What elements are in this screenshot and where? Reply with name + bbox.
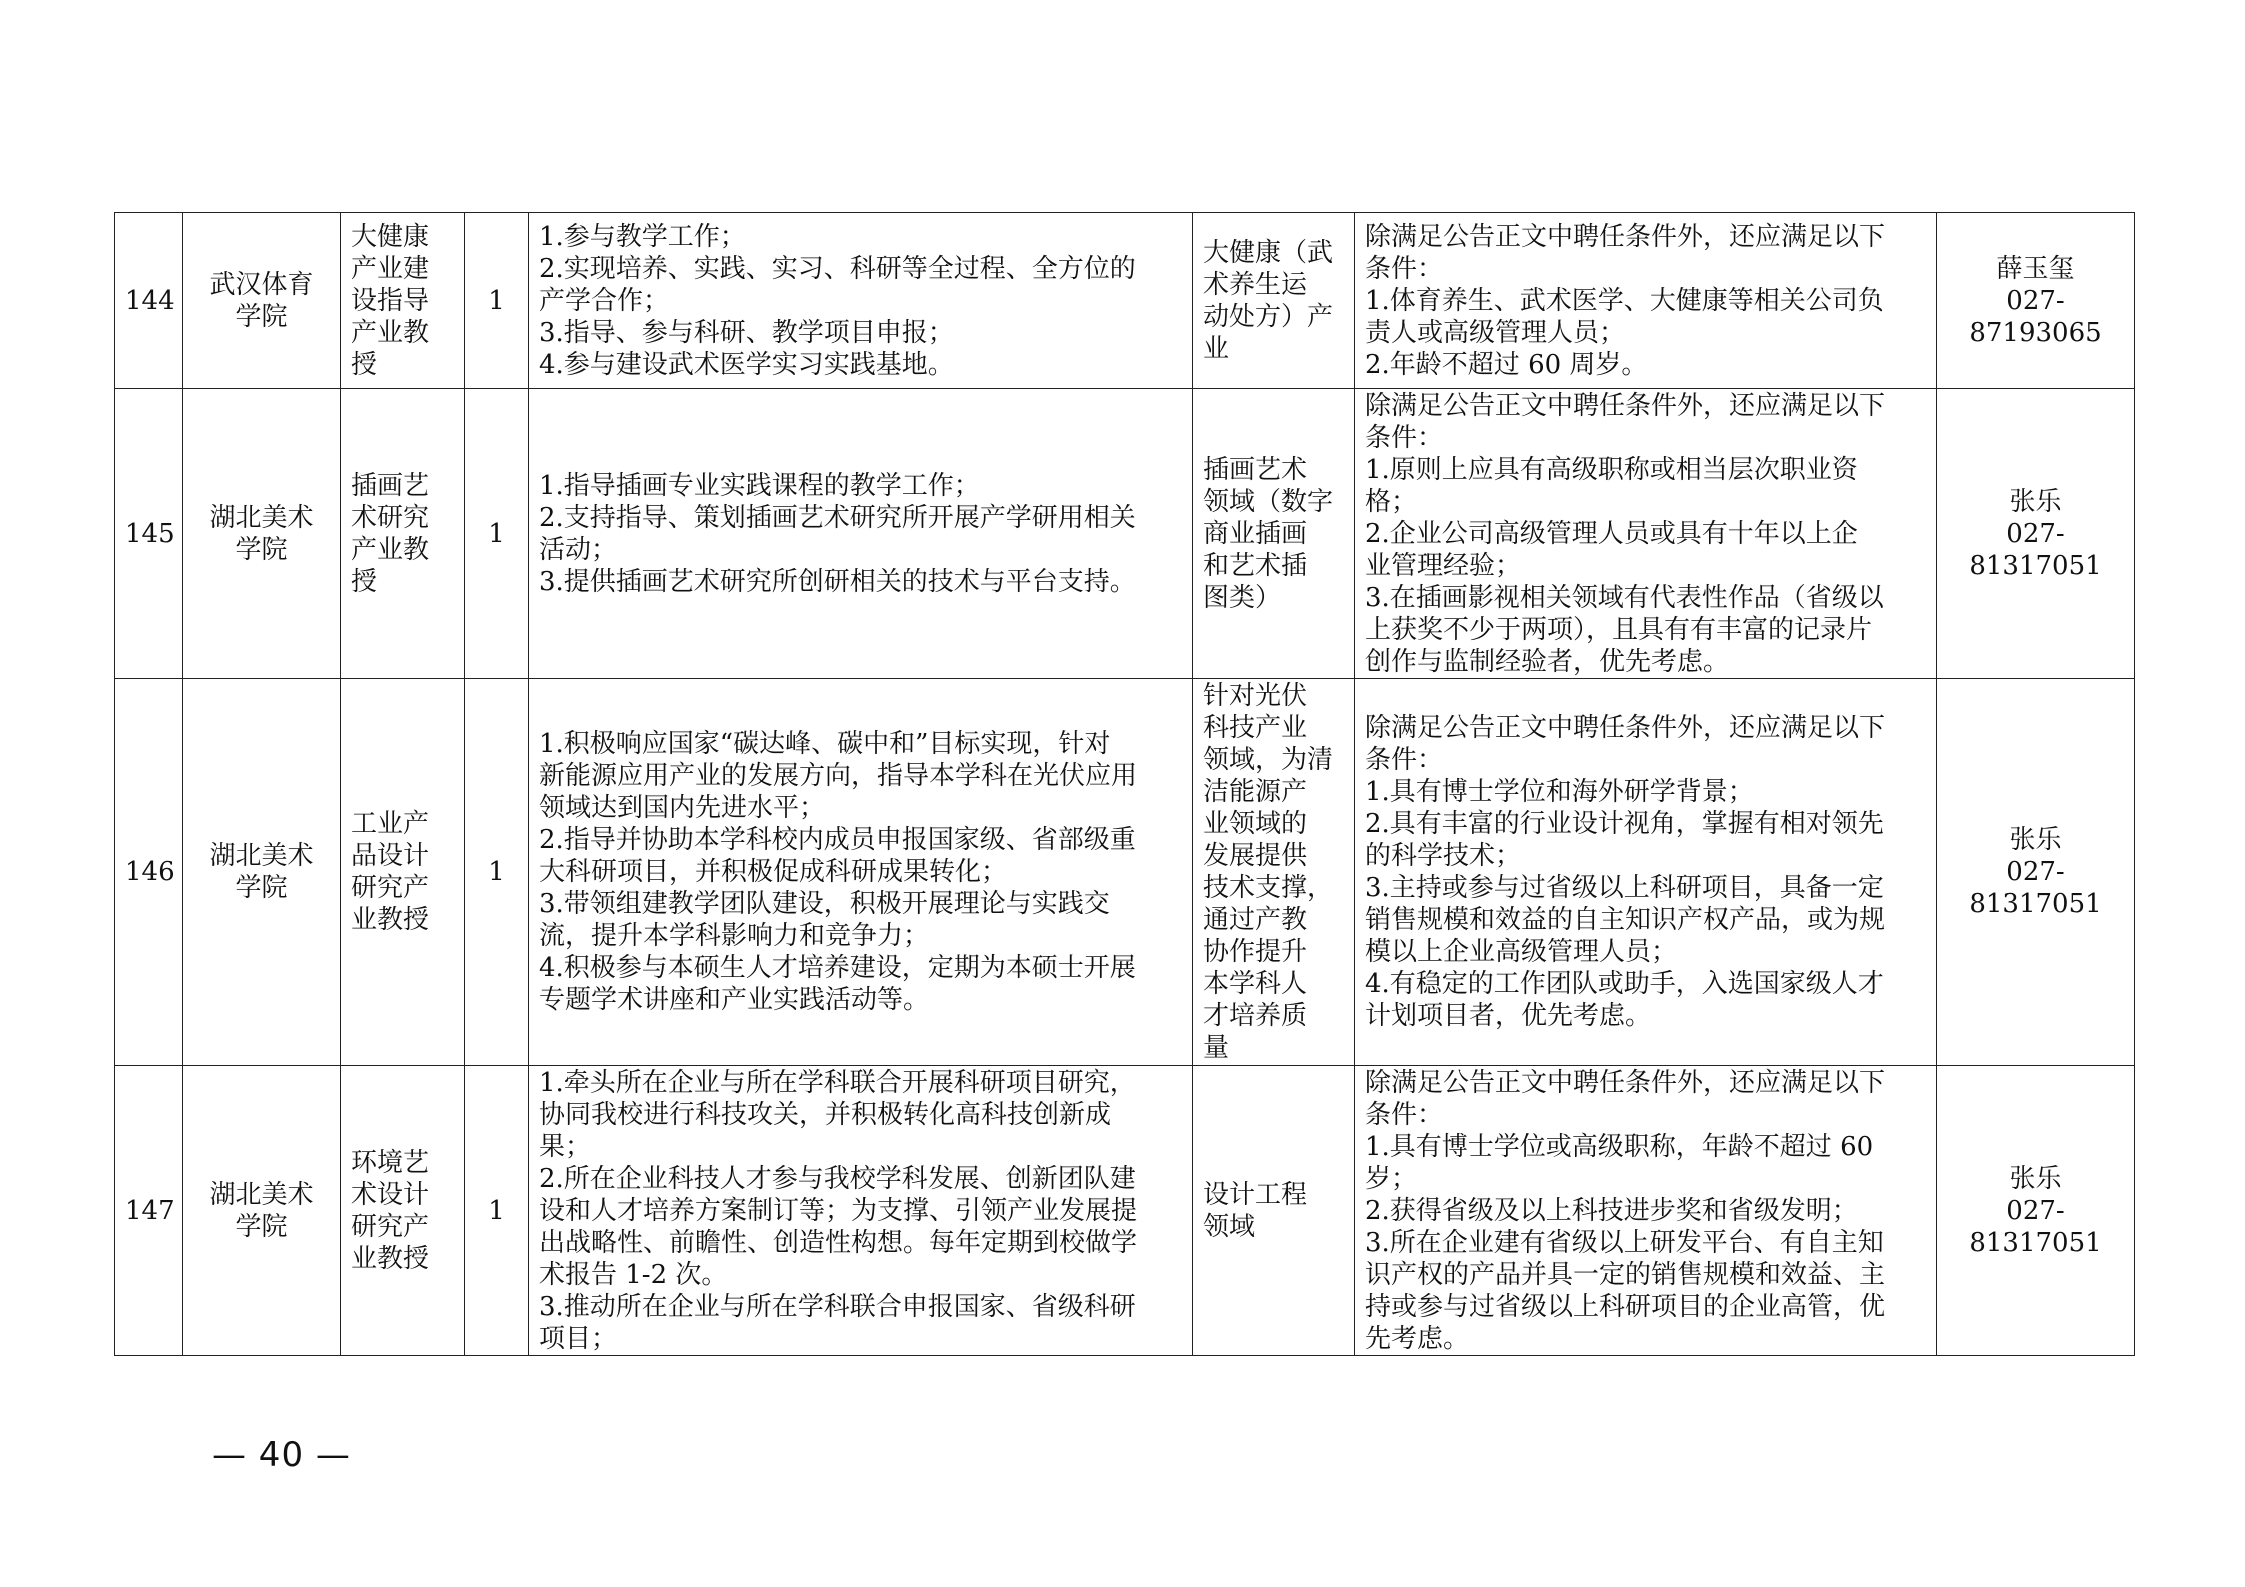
requirements-line: 3.在插画影视相关领域有代表性作品（省级以 bbox=[1365, 582, 1884, 613]
position-cell bbox=[341, 389, 465, 679]
requirements-line: 条件： bbox=[1365, 745, 1444, 775]
duties-line: 新能源应用产业的发展方向，指导本学科在光伏应用 bbox=[539, 761, 1138, 791]
duties-line: 2.所在企业科技人才参与我校学科发展、创新团队建 bbox=[539, 1163, 1136, 1194]
requirements-line: 持或参与过省级以上科研项目的企业高管，优 bbox=[1365, 1291, 1886, 1322]
field-line: 技术支撑， bbox=[1203, 873, 1334, 903]
requirements-line: 除满足公告正文中聘任条件外，还应满足以下 bbox=[1365, 1067, 1886, 1098]
institution-line: 湖北美术 bbox=[209, 502, 314, 533]
institution-line: 湖北美术 bbox=[209, 841, 314, 871]
requirements-line: 责人或高级管理人员； bbox=[1365, 317, 1626, 348]
table-row bbox=[115, 1066, 2135, 1356]
requirements-line: 3.所在企业建有省级以上研发平台、有自主知 bbox=[1365, 1227, 1884, 1258]
requirements-line: 销售规模和效益的自主知识产权产品，或为规 bbox=[1365, 905, 1886, 935]
position-line: 工业产 bbox=[351, 809, 430, 839]
contact-line: 027-81317051 bbox=[1969, 518, 2102, 581]
institution-line: 学院 bbox=[235, 1211, 288, 1242]
count-line: 1 bbox=[488, 518, 505, 549]
requirements-line: 的科学技术； bbox=[1365, 841, 1522, 871]
position-cell bbox=[341, 1066, 465, 1356]
field-line: 业 bbox=[1203, 333, 1230, 364]
field-line: 针对光伏 bbox=[1203, 681, 1308, 711]
contact-line: 张乐 bbox=[2009, 486, 2062, 517]
table-row bbox=[115, 679, 2135, 1066]
no-line: 146 bbox=[125, 857, 175, 887]
field-line: 领域 bbox=[1203, 1211, 1256, 1242]
duties-line: 3.推动所在企业与所在学科联合申报国家、省级科研 bbox=[539, 1291, 1136, 1322]
position-cell bbox=[341, 213, 465, 389]
row-number bbox=[115, 1066, 183, 1356]
requirements-line: 2.具有丰富的行业设计视角，掌握有相对领先 bbox=[1365, 809, 1884, 839]
field-line: 协作提升 bbox=[1203, 937, 1308, 967]
count-line: 1 bbox=[488, 857, 505, 887]
position-line: 业教授 bbox=[351, 1243, 430, 1274]
field-line: 图类） bbox=[1203, 582, 1282, 613]
contact-line: 027-81317051 bbox=[1969, 857, 2102, 919]
count-cell bbox=[465, 213, 529, 389]
requirements-cell bbox=[1355, 389, 1937, 679]
row-number bbox=[115, 389, 183, 679]
contact-cell bbox=[1937, 679, 2135, 1066]
count-line: 1 bbox=[488, 285, 505, 316]
requirements-line: 条件： bbox=[1365, 1099, 1444, 1130]
duties-line: 专题学术讲座和产业实践活动等。 bbox=[539, 985, 930, 1015]
position-line: 品设计 bbox=[351, 841, 430, 871]
field-line: 设计工程 bbox=[1203, 1179, 1308, 1210]
field-line: 大健康（武 bbox=[1203, 237, 1334, 268]
requirements-line: 2.获得省级及以上科技进步奖和省级发明； bbox=[1365, 1195, 1858, 1226]
position-line: 插画艺 bbox=[351, 470, 430, 501]
field-line: 发展提供 bbox=[1203, 841, 1308, 871]
duties-line: 1.指导插画专业实践课程的教学工作； bbox=[539, 470, 980, 501]
duties-line: 4.参与建设武术医学实习实践基地。 bbox=[539, 349, 954, 380]
field-line: 领域（数字 bbox=[1203, 486, 1334, 517]
requirements-line: 除满足公告正文中聘任条件外，还应满足以下 bbox=[1365, 713, 1886, 743]
requirements-line: 除满足公告正文中聘任条件外，还应满足以下 bbox=[1365, 390, 1886, 421]
requirements-cell bbox=[1355, 213, 1937, 389]
position-line: 大健康 bbox=[351, 221, 430, 252]
requirements-line: 2.年龄不超过 60 周岁。 bbox=[1365, 349, 1648, 380]
contact-cell bbox=[1937, 389, 2135, 679]
position-line: 产业建 bbox=[351, 253, 430, 284]
field-line: 动处方）产 bbox=[1203, 301, 1334, 332]
position-line: 术研究 bbox=[351, 502, 430, 533]
duties-line: 出战略性、前瞻性、创造性构想。每年定期到校做学 bbox=[539, 1227, 1138, 1258]
field-line: 通过产教 bbox=[1203, 905, 1308, 935]
duties-line: 果； bbox=[539, 1131, 592, 1162]
position-line: 业教授 bbox=[351, 905, 430, 935]
contact-line: 张乐 bbox=[2009, 1163, 2062, 1194]
institution-line: 武汉体育 bbox=[209, 269, 314, 300]
duties-line: 2.实现培养、实践、实习、科研等全过程、全方位的 bbox=[539, 253, 1136, 284]
field-cell bbox=[1193, 1066, 1355, 1356]
duties-line: 项目； bbox=[539, 1323, 618, 1354]
institution-line: 学院 bbox=[235, 534, 288, 565]
count-line: 1 bbox=[488, 1195, 505, 1226]
institution-cell bbox=[183, 389, 341, 679]
field-line: 术养生运 bbox=[1203, 269, 1308, 300]
contact-line: 027-81317051 bbox=[1969, 1195, 2102, 1258]
contact-cell bbox=[1937, 1066, 2135, 1356]
institution-line: 学院 bbox=[235, 301, 288, 332]
requirements-cell bbox=[1355, 679, 1937, 1066]
position-line: 产业教 bbox=[351, 317, 430, 348]
field-line: 洁能源产 bbox=[1203, 777, 1308, 807]
field-line: 科技产业 bbox=[1203, 713, 1308, 743]
duties-line: 3.提供插画艺术研究所创研相关的技术与平台支持。 bbox=[539, 566, 1136, 597]
no-line: 144 bbox=[125, 285, 175, 316]
duties-line: 2.指导并协助本学科校内成员申报国家级、省部级重 bbox=[539, 825, 1136, 855]
row-number bbox=[115, 213, 183, 389]
duties-line: 1.牵头所在企业与所在学科联合开展科研项目研究， bbox=[539, 1067, 1136, 1098]
table-row bbox=[115, 389, 2135, 679]
requirements-line: 1.体育养生、武术医学、大健康等相关公司负 bbox=[1365, 285, 1884, 316]
field-line: 才培养质 bbox=[1203, 1001, 1308, 1031]
duties-line: 术报告 1-2 次。 bbox=[539, 1259, 728, 1290]
requirements-line: 格； bbox=[1365, 486, 1418, 517]
count-cell bbox=[465, 389, 529, 679]
duties-cell bbox=[529, 389, 1193, 679]
position-line: 术设计 bbox=[351, 1179, 430, 1210]
no-line: 147 bbox=[125, 1195, 175, 1226]
position-line: 产业教 bbox=[351, 534, 430, 565]
requirements-line: 除满足公告正文中聘任条件外，还应满足以下 bbox=[1365, 221, 1886, 252]
position-cell bbox=[341, 679, 465, 1066]
count-cell bbox=[465, 679, 529, 1066]
duties-line: 协同我校进行科技攻关，并积极转化高科技创新成 bbox=[539, 1099, 1112, 1130]
position-line: 设指导 bbox=[351, 285, 430, 316]
duties-line: 设和人才培养方案制订等；为支撑、引领产业发展提 bbox=[539, 1195, 1138, 1226]
position-line: 授 bbox=[351, 349, 378, 380]
requirements-line: 上获奖不少于两项），且具有有丰富的记录片 bbox=[1365, 614, 1873, 645]
requirements-line: 条件： bbox=[1365, 253, 1444, 284]
duties-cell bbox=[529, 679, 1193, 1066]
field-line: 和艺术插 bbox=[1203, 550, 1308, 581]
institution-line: 湖北美术 bbox=[209, 1179, 314, 1210]
requirements-line: 1.原则上应具有高级职称或相当层次职业资 bbox=[1365, 454, 1858, 485]
duties-line: 1.积极响应国家“碳达峰、碳中和”目标实现，针对 bbox=[539, 729, 1111, 759]
requirements-line: 条件： bbox=[1365, 422, 1444, 453]
institution-cell bbox=[183, 213, 341, 389]
requirements-line: 1.具有博士学位或高级职称，年龄不超过 60 bbox=[1365, 1131, 1874, 1162]
row-number bbox=[115, 679, 183, 1066]
duties-line: 3.带领组建教学团队建设，积极开展理论与实践交 bbox=[539, 889, 1110, 919]
table-body bbox=[115, 213, 2135, 1356]
contact-line: 027-87193065 bbox=[1969, 285, 2102, 348]
duties-line: 1.参与教学工作； bbox=[539, 221, 746, 252]
requirements-line: 4.有稳定的工作团队或助手，入选国家级人才 bbox=[1365, 969, 1884, 999]
requirements-line: 业管理经验； bbox=[1365, 550, 1522, 581]
requirements-line: 计划项目者，优先考虑。 bbox=[1365, 1001, 1652, 1031]
position-line: 研究产 bbox=[351, 1211, 430, 1242]
field-cell bbox=[1193, 679, 1355, 1066]
duties-line: 产学合作； bbox=[539, 285, 670, 316]
requirements-line: 创作与监制经验者，优先考虑。 bbox=[1365, 646, 1730, 677]
requirements-line: 岁； bbox=[1365, 1163, 1418, 1194]
field-line: 本学科人 bbox=[1203, 969, 1308, 999]
requirements-line: 识产权的产品并具一定的销售规模和效益、主 bbox=[1365, 1259, 1886, 1290]
recruitment-table bbox=[114, 212, 2135, 1356]
field-cell bbox=[1193, 389, 1355, 679]
requirements-line: 1.具有博士学位和海外研学背景； bbox=[1365, 777, 1754, 807]
duties-line: 领域达到国内先进水平； bbox=[539, 793, 826, 823]
field-line: 量 bbox=[1203, 1033, 1230, 1063]
requirements-line: 模以上企业高级管理人员； bbox=[1365, 937, 1678, 967]
requirements-line: 先考虑。 bbox=[1365, 1323, 1470, 1354]
institution-cell bbox=[183, 679, 341, 1066]
contact-line: 张乐 bbox=[2009, 825, 2062, 855]
duties-line: 流，提升本学科影响力和竞争力； bbox=[539, 921, 930, 951]
field-line: 商业插画 bbox=[1203, 518, 1308, 549]
requirements-line: 3.主持或参与过省级以上科研项目，具备一定 bbox=[1365, 873, 1884, 903]
requirements-line: 2.企业公司高级管理人员或具有十年以上企 bbox=[1365, 518, 1858, 549]
institution-line: 学院 bbox=[235, 873, 288, 903]
duties-line: 3.指导、参与科研、教学项目申报； bbox=[539, 317, 954, 348]
field-line: 领域，为清 bbox=[1203, 745, 1334, 775]
duties-line: 2.支持指导、策划插画艺术研究所开展产学研用相关 bbox=[539, 502, 1136, 533]
contact-line: 薛玉玺 bbox=[1996, 253, 2075, 284]
field-line: 业领域的 bbox=[1203, 809, 1308, 839]
field-cell bbox=[1193, 213, 1355, 389]
duties-line: 活动； bbox=[539, 534, 618, 565]
position-line: 授 bbox=[351, 566, 378, 597]
position-line: 环境艺 bbox=[351, 1147, 430, 1178]
institution-cell bbox=[183, 1066, 341, 1356]
contact-cell bbox=[1937, 213, 2135, 389]
page-number: — 40 — bbox=[212, 1435, 351, 1475]
duties-line: 大科研项目，并积极促成科研成果转化； bbox=[539, 857, 1008, 887]
duties-line: 4.积极参与本硕生人才培养建设，定期为本硕士开展 bbox=[539, 953, 1136, 983]
field-line: 插画艺术 bbox=[1203, 454, 1308, 485]
no-line: 145 bbox=[125, 518, 175, 549]
count-cell bbox=[465, 1066, 529, 1356]
duties-cell bbox=[529, 213, 1193, 389]
position-line: 研究产 bbox=[351, 873, 430, 903]
table-row bbox=[115, 213, 2135, 389]
duties-cell bbox=[529, 1066, 1193, 1356]
requirements-cell bbox=[1355, 1066, 1937, 1356]
